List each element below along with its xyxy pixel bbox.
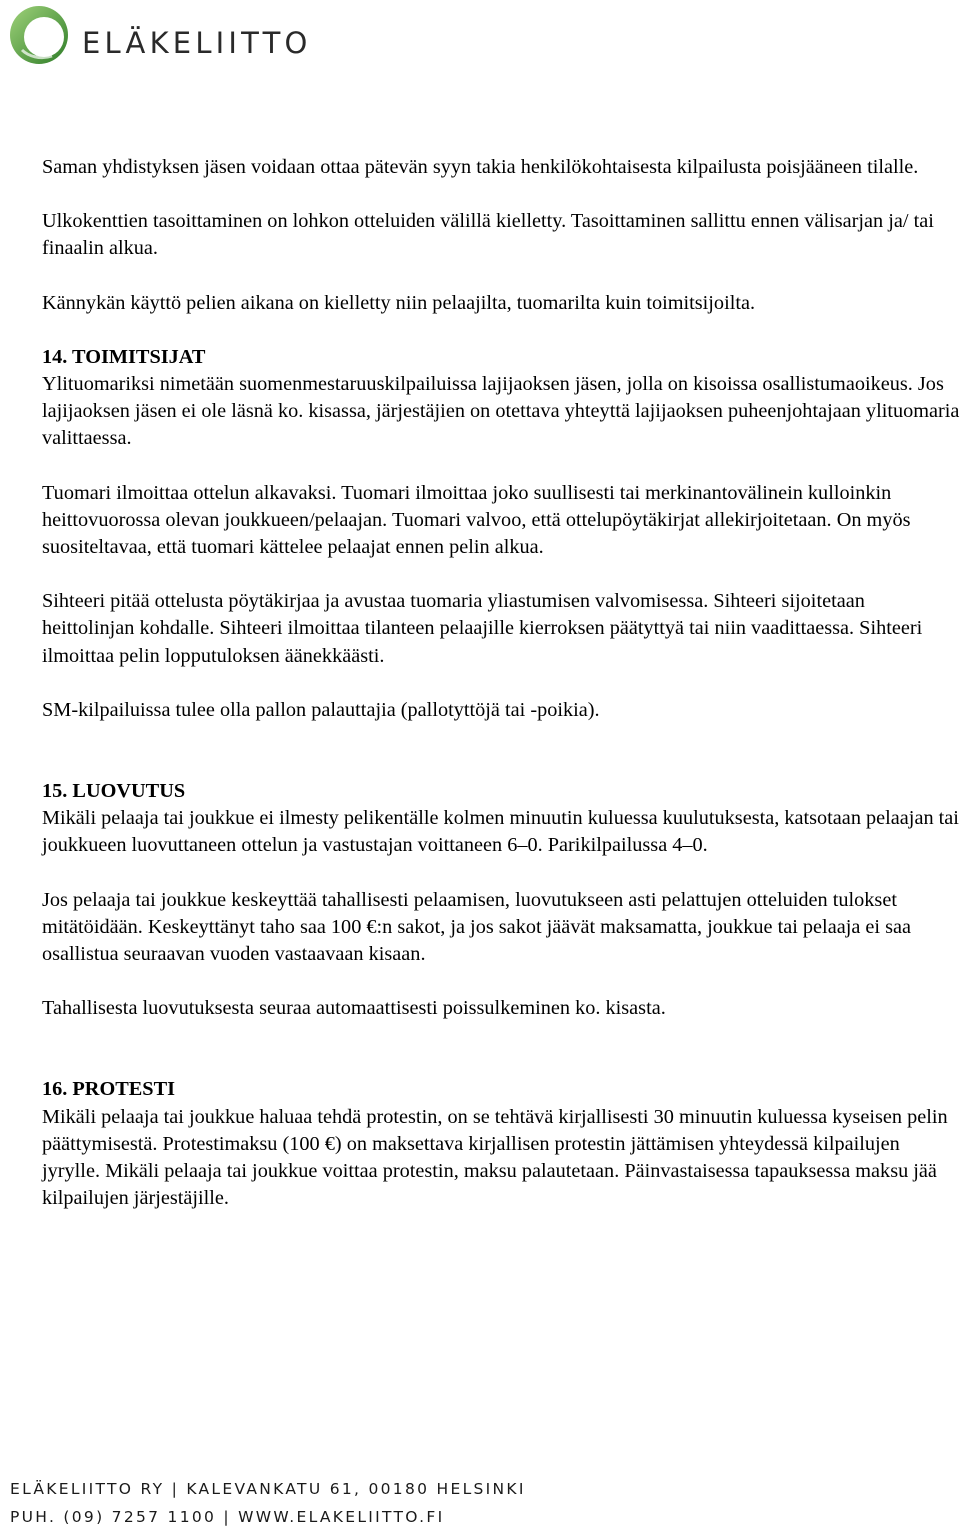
section-heading-16: 16. PROTESTI (42, 1078, 175, 1101)
footer-contact: PUH. (09) 7257 1100 | WWW.ELAKELIITTO.FI (10, 1508, 445, 1526)
section-heading-14: 14. TOIMITSIJAT (42, 345, 206, 368)
footer-address: ELÄKELIITTO RY | KALEVANKATU 61, 00180 HELSINKI (10, 1480, 526, 1498)
paragraph: Ulkokenttien tasoittaminen on lohkon otteluiden välillä kielletty. Tasoittaminen sallittu ennen välisarjan ja/ tai finaalin alkua. (42, 210, 934, 260)
page-footer (10, 1475, 550, 1531)
paragraph: Tahallisesta luovutuksesta seuraa automaattisesti poissulkeminen ko. kisasta. (42, 997, 666, 1020)
paragraph: Kännykän käyttö pelien aikana on kielletty niin pelaajilta, tuomarilta kuin toimitsijoilta. (42, 291, 756, 314)
document-body (42, 154, 960, 1212)
paragraph: Saman yhdistyksen jäsen voidaan ottaa pätevän syyn takia henkilökohtaisesta kilpailusta poisjääneen tilalle. (42, 156, 919, 178)
section-heading-15: 15. LUOVUTUS (42, 780, 186, 803)
paragraph: Jos pelaaja tai joukkue keskeyttää tahallisesti pelaamisen, luovutukseen asti pelattujen otteluiden tulokset mitätöidään. Keskeyttänyt taho saa 100 €:n sakot, ja jos sakot jäävät maksamatta, joukkue tai pelaaja ei saa osallistua seuraavan vuoden vastaavaan kisaan. (42, 888, 912, 966)
paragraph: Mikäli pelaaja tai joukkue haluaa tehdä protestin, on se tehtävä kirjallisesti 30 minuutin kuluessa kyseisen pelin päättymisestä. Protestimaksu (100 €) on maksettava kirjallisen protestin jättämisen yhteydessä kilpailujen jyrylle. Mikäli pelaaja tai joukkue voittaa protestin, maksu palautetaan. Päinvastaisessa tapauksessa maksu jää kilpailujen järjestäjille. (42, 1105, 948, 1210)
paragraph: Tuomari ilmoittaa ottelun alkavaksi. Tuomari ilmoittaa joko suullisesti tai merkinantovälinein kulloinkin heittovuorossa olevan joukkueen/pelaajan. Tuomari valvoo, että ottelupöytäkirjat allekirjoitetaan. On myös suositeltavaa, että tuomari kättelee pelaajat ennen pelin alkua. (42, 481, 911, 559)
paragraph: Mikäli pelaaja tai joukkue ei ilmesty pelikentälle kolmen minuutin kuluessa kuulutuksesta, katsotaan pelaajan tai joukkueen luovuttaneen ottelun ja vastustajan voittaneen 6–0. Parikilpailussa 4–0. (42, 807, 959, 857)
logo-emblem-icon (8, 4, 72, 66)
paragraph: Sihteeri pitää ottelusta pöytäkirjaa ja avustaa tuomaria yliastumisen valvomisessa. Sihteeri sijoitetaan heittolinjan kohdalle. Sihteeri ilmoittaa tilanteen pelaajille kierroksen päätyttyä tai niin vaadittaessa. Sihteeri ilmoittaa pelin lopputuloksen äänekkäästi. (42, 590, 923, 667)
organization-logo (8, 4, 312, 66)
paragraph: SM-kilpailuissa tulee olla pallon palauttajia (pallotyttöjä tai -poikia). (42, 698, 600, 721)
logo-wordmark: ELÄKELIITTO (82, 26, 312, 60)
paragraph: Ylituomariksi nimetään suomenmestaruuskilpailuissa lajijaoksen jäsen, jolla on kisoissa osallistumaoikeus. Jos lajijaoksen jäsen ei ole läsnä ko. kisassa, järjestäjien on otettava yhteyttä lajijaoksen puheenjohtajaan ylituomaria valittaessa. (42, 373, 960, 450)
